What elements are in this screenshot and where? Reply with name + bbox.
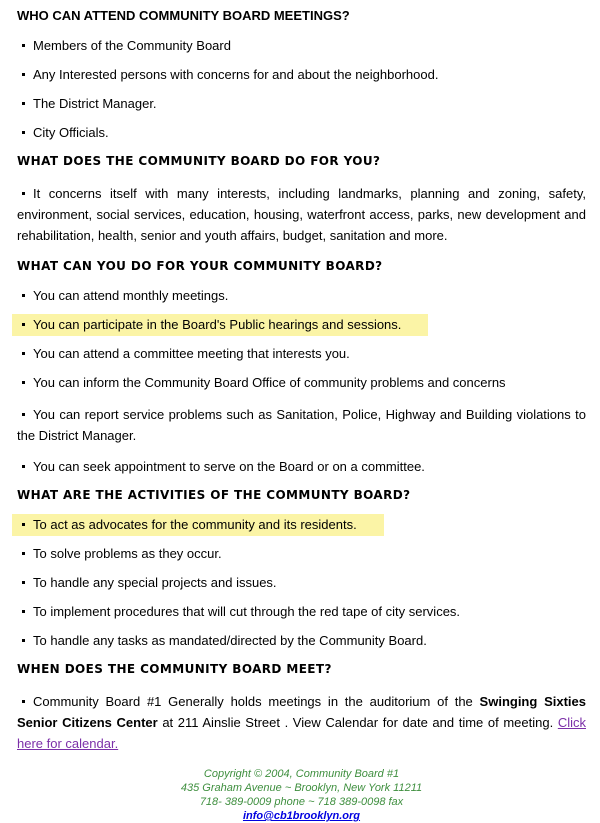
list-item bbox=[17, 375, 586, 391]
list-item-text: You can participate in the Board's Public hearings and sessions. bbox=[33, 317, 402, 332]
list-item bbox=[17, 633, 586, 649]
list-item-text: You can report service problems such as Sanitation, Police, Highway and Building violations to the District Manager. bbox=[17, 407, 586, 443]
list-item-text: It concerns itself with many interests, including landmarks, planning and zoning, safety, environment, social services, education, housing, waterfront access, parks, new development and rehabilitation, health, senior and youth affairs, budget, sanitation and more. bbox=[17, 186, 586, 243]
bullet-icon bbox=[22, 639, 25, 642]
bullet-icon bbox=[22, 294, 25, 297]
highlight-band bbox=[12, 314, 428, 336]
bullet-icon bbox=[22, 102, 25, 105]
footer bbox=[17, 767, 586, 823]
list-item bbox=[17, 183, 586, 246]
footer-phone-fax: 718- 389-0009 phone ~ 718 389-0098 fax bbox=[199, 796, 404, 808]
bullet-icon bbox=[22, 352, 25, 355]
section-heading-activities: WHAT ARE THE ACTIVITIES OF THE COMMUNTY BOARD? bbox=[17, 488, 411, 502]
section-heading-who-can-attend: WHO CAN ATTEND COMMUNITY BOARD MEETINGS? bbox=[17, 8, 350, 23]
bullet-icon bbox=[22, 192, 25, 195]
list-item-text: The District Manager. bbox=[33, 96, 157, 111]
list-item-text: To solve problems as they occur. bbox=[33, 546, 222, 561]
footer-address: 435 Graham Avenue ~ Brooklyn, New York 11211 bbox=[180, 782, 423, 794]
meeting-info-text: at 211 Ainslie Street . View Calendar for date and time of meeting. bbox=[157, 715, 558, 730]
list-item-text: You can attend monthly meetings. bbox=[33, 288, 229, 303]
email-link[interactable]: info@cb1brooklyn.org bbox=[242, 810, 361, 822]
list-item bbox=[17, 604, 586, 620]
list-item-text: Members of the Community Board bbox=[33, 38, 231, 53]
list-item bbox=[17, 691, 586, 754]
bullet-icon bbox=[22, 465, 25, 468]
list-item-text: To handle any special projects and issues. bbox=[33, 575, 277, 590]
list-item-highlighted bbox=[17, 517, 586, 533]
section-heading-what-you-can-do: WHAT CAN YOU DO FOR YOUR COMMUNITY BOARD? bbox=[17, 259, 383, 273]
section-heading-what-board-does: WHAT DOES THE COMMUNITY BOARD DO FOR YOU? bbox=[17, 154, 381, 168]
bullet-icon bbox=[22, 610, 25, 613]
highlight-band bbox=[12, 514, 384, 536]
list-item bbox=[17, 125, 586, 141]
list-item bbox=[17, 346, 586, 362]
meeting-venue-bold-text: Swinging Sixties Senior Citizens Center bbox=[17, 694, 586, 730]
bullet-icon bbox=[22, 700, 25, 703]
bullet-icon bbox=[22, 131, 25, 134]
list-item-text: City Officials. bbox=[33, 125, 109, 140]
bullet-icon bbox=[22, 523, 25, 526]
bullet-icon bbox=[22, 381, 25, 384]
list-item bbox=[17, 67, 586, 83]
list-item-highlighted bbox=[17, 317, 586, 333]
bullet-icon bbox=[22, 73, 25, 76]
list-item bbox=[17, 546, 586, 562]
bullet-icon bbox=[22, 44, 25, 47]
list-item bbox=[17, 288, 586, 304]
list-item bbox=[17, 575, 586, 591]
calendar-link[interactable]: Click here for calendar. bbox=[17, 715, 586, 751]
list-item-text: You can inform the Community Board Office of community problems and concerns bbox=[33, 375, 506, 390]
list-item bbox=[17, 404, 586, 446]
bullet-icon bbox=[22, 552, 25, 555]
bullet-icon bbox=[22, 323, 25, 326]
list-item bbox=[17, 459, 586, 475]
list-item-text: Any Interested persons with concerns for and about the neighborhood. bbox=[33, 67, 439, 82]
list-item bbox=[17, 96, 586, 112]
list-item-text: To handle any tasks as mandated/directed by the Community Board. bbox=[33, 633, 427, 648]
bullet-icon bbox=[22, 581, 25, 584]
footer-copyright: Copyright © 2004, Community Board #1 bbox=[203, 768, 400, 780]
list-item bbox=[17, 38, 586, 54]
list-item-text: You can seek appointment to serve on the Board or on a committee. bbox=[33, 459, 425, 474]
section-heading-when-meet: WHEN DOES THE COMMUNITY BOARD MEET? bbox=[17, 662, 332, 676]
meeting-info-text: Community Board #1 Generally holds meetings in the auditorium of the bbox=[33, 694, 480, 709]
bullet-icon bbox=[22, 413, 25, 416]
list-item-text: To act as advocates for the community and its residents. bbox=[33, 517, 357, 532]
list-item-text: You can attend a committee meeting that interests you. bbox=[33, 346, 350, 361]
list-item-text: To implement procedures that will cut through the red tape of city services. bbox=[33, 604, 461, 619]
